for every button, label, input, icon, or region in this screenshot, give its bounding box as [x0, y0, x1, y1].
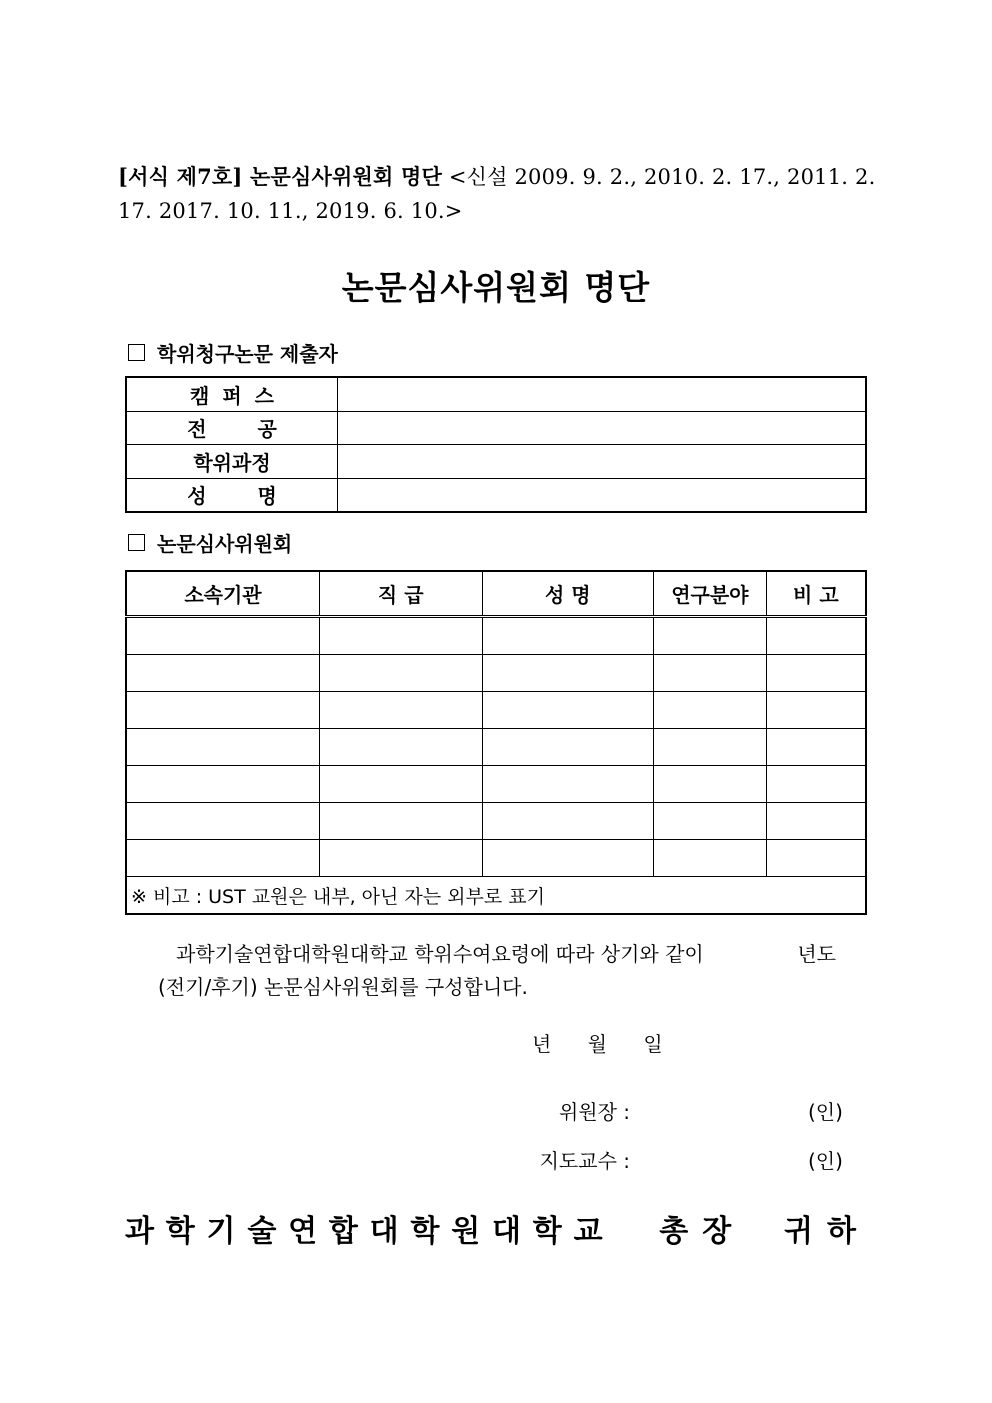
advisor-label: 지도교수 :	[539, 1149, 630, 1173]
closing-title: 총장	[659, 1214, 746, 1249]
submitter-section-label	[128, 338, 338, 367]
revision-history-cont: 17. 2017. 10. 11., 2019. 6. 10.>	[118, 199, 463, 223]
date-text: 년 월 일	[532, 1032, 663, 1056]
member-name-cell[interactable]	[482, 655, 654, 692]
col-name: 성 명	[482, 571, 654, 617]
date-field[interactable]	[532, 1028, 663, 1057]
research-field-cell[interactable]	[654, 617, 767, 655]
committee-row	[126, 617, 866, 655]
affiliation-cell[interactable]	[126, 655, 319, 692]
revision-history: <신설 2009. 9. 2., 2010. 2. 17., 2011. 2.	[448, 165, 876, 189]
committee-section-label	[128, 528, 292, 557]
name-label: 성 명	[126, 478, 338, 512]
campus-field[interactable]	[338, 377, 867, 411]
position-cell[interactable]	[319, 617, 482, 655]
committee-row	[126, 729, 866, 766]
form-number: [서식 제7호] 논문심사위원회 명단	[118, 164, 442, 189]
remarks-cell[interactable]	[766, 692, 866, 729]
campus-label: 캠 퍼 스	[126, 377, 338, 411]
degree-course-label: 학위과정	[126, 445, 338, 479]
advisor-seal[interactable]: (인)	[808, 1149, 843, 1173]
member-name-cell[interactable]	[482, 617, 654, 655]
closing-honorific: 귀하	[784, 1214, 870, 1249]
committee-table	[125, 570, 867, 915]
research-field-cell[interactable]	[654, 692, 767, 729]
member-name-cell[interactable]	[482, 840, 654, 877]
remarks-cell[interactable]	[766, 803, 866, 840]
name-field[interactable]	[338, 478, 867, 512]
degree-course-field[interactable]	[338, 445, 867, 479]
affiliation-cell[interactable]	[126, 840, 319, 877]
research-field-cell[interactable]	[654, 655, 767, 692]
document-title: 논문심사위원회 명단	[341, 268, 651, 307]
member-name-cell[interactable]	[482, 803, 654, 840]
submitter-table	[125, 376, 867, 513]
affiliation-cell[interactable]	[126, 617, 319, 655]
remarks-cell[interactable]	[766, 766, 866, 803]
submitter-row-campus	[126, 377, 866, 411]
member-name-cell[interactable]	[482, 729, 654, 766]
position-cell[interactable]	[319, 655, 482, 692]
checkbox-square-icon	[128, 344, 145, 361]
closing-addressee	[125, 1206, 870, 1250]
col-position: 직 급	[319, 571, 482, 617]
research-field-cell[interactable]	[654, 729, 767, 766]
statement-paragraph	[158, 938, 858, 1004]
member-name-cell[interactable]	[482, 692, 654, 729]
research-field-cell[interactable]	[654, 840, 767, 877]
research-field-cell[interactable]	[654, 803, 767, 840]
chair-label: 위원장 :	[558, 1100, 630, 1124]
submitter-row-name	[126, 478, 866, 512]
closing-recipient: 과학기술연합대학원대학교	[125, 1214, 615, 1249]
col-remarks: 비 고	[766, 571, 866, 617]
remarks-cell[interactable]	[766, 655, 866, 692]
position-cell[interactable]	[319, 729, 482, 766]
position-cell[interactable]	[319, 840, 482, 877]
statement-line-1	[158, 938, 836, 971]
committee-row	[126, 655, 866, 692]
statement-line-2: (전기/후기) 논문심사위원회를 구성합니다.	[158, 975, 528, 999]
submitter-row-degree	[126, 445, 866, 479]
position-cell[interactable]	[319, 692, 482, 729]
checkbox-square-icon	[128, 534, 145, 551]
committee-row	[126, 803, 866, 840]
remarks-cell[interactable]	[766, 617, 866, 655]
affiliation-cell[interactable]	[126, 766, 319, 803]
remarks-cell[interactable]	[766, 729, 866, 766]
remarks-cell[interactable]	[766, 840, 866, 877]
submitter-section-text: 학위청구논문 제출자	[157, 342, 338, 366]
form-header-line-1	[118, 160, 888, 194]
committee-row	[126, 692, 866, 729]
major-field[interactable]	[338, 411, 867, 445]
major-label: 전 공	[126, 411, 338, 445]
committee-header-row	[126, 571, 866, 617]
col-affiliation: 소속기관	[126, 571, 319, 617]
chair-seal[interactable]: (인)	[808, 1100, 843, 1124]
position-cell[interactable]	[319, 766, 482, 803]
committee-note-row	[126, 877, 866, 915]
committee-row	[126, 766, 866, 803]
research-field-cell[interactable]	[654, 766, 767, 803]
col-research-field: 연구분야	[654, 571, 767, 617]
affiliation-cell[interactable]	[126, 803, 319, 840]
committee-section-text: 논문심사위원회	[157, 532, 293, 556]
submitter-row-major	[126, 411, 866, 445]
position-cell[interactable]	[319, 803, 482, 840]
year-field[interactable]: 년도	[797, 942, 836, 966]
member-name-cell[interactable]	[482, 766, 654, 803]
affiliation-cell[interactable]	[126, 692, 319, 729]
form-header-line-2	[118, 194, 888, 228]
committee-row	[126, 840, 866, 877]
statement-text: 과학기술연합대학원대학교 학위수여요령에 따라 상기와 같이	[176, 942, 704, 966]
affiliation-cell[interactable]	[126, 729, 319, 766]
remarks-note: ※ 비고 : UST 교원은 내부, 아닌 자는 외부로 표기	[126, 877, 866, 915]
